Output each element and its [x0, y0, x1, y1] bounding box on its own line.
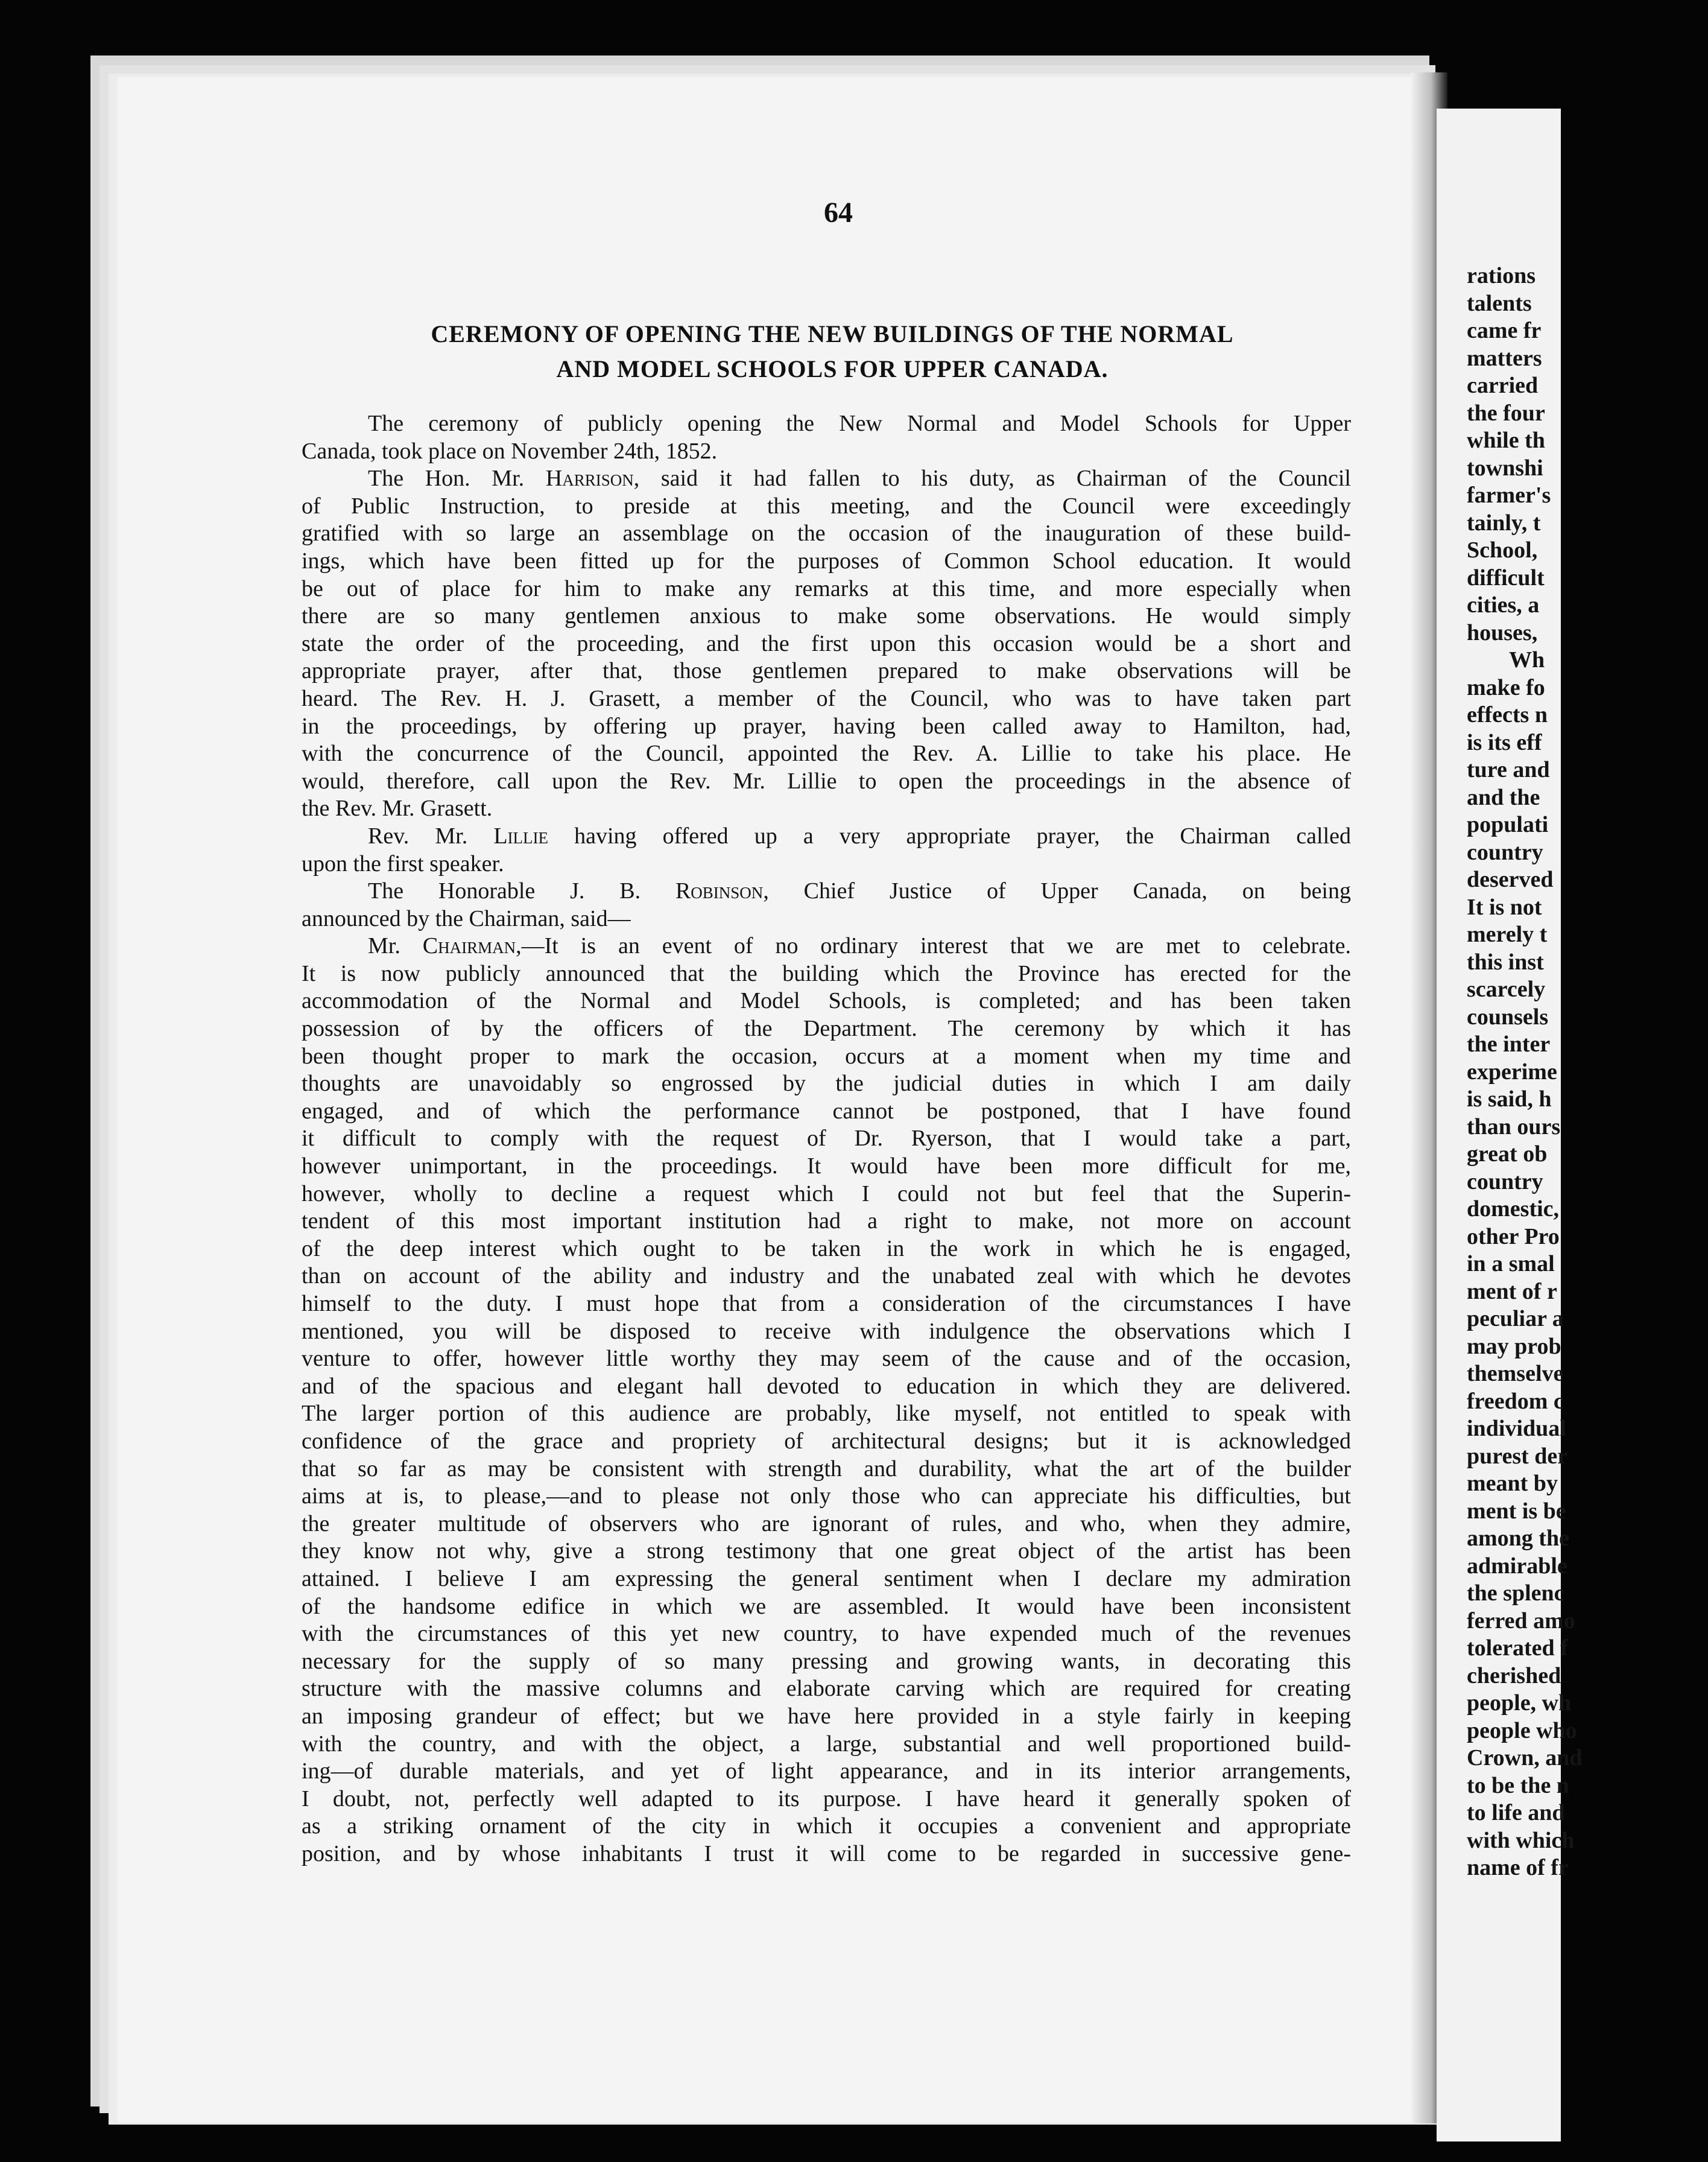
right-text-line: to life and	[1467, 1800, 1565, 1825]
right-text-line: is its eff	[1467, 729, 1542, 755]
text-line: The ceremony of publicly opening the New Normal and Model Schools for Upper	[368, 411, 1351, 436]
right-text-line: name of fr	[1467, 1855, 1569, 1880]
text-line: the greater multitude of observers who are ignorant of rules, and who, when they admire,	[302, 1511, 1351, 1536]
right-text-line: peculiar a	[1467, 1306, 1564, 1331]
text-line: an imposing grandeur of effect; but we have here provided in a style fairly in keeping	[302, 1703, 1351, 1729]
right-text-line: ferred amo	[1467, 1608, 1575, 1634]
right-text-line: to be the n	[1467, 1772, 1569, 1798]
text-line: as a striking ornament of the city in which it occupies a convenient and appropriate	[302, 1813, 1351, 1839]
right-text-line: admirable	[1467, 1553, 1567, 1579]
text-line: with the circumstances of this yet new country, to have expended much of the revenues	[302, 1621, 1351, 1647]
text-line: that so far as may be consistent with strength and durability, what the art of the builder	[302, 1456, 1351, 1482]
right-text-line: ture and	[1467, 757, 1550, 782]
text-line: possession of by the officers of the Department. The ceremony by which it has	[302, 1016, 1351, 1042]
text-line: The Hon. Mr. Harrison, said it had fallen to his duty, as Chairman of the Council	[368, 466, 1351, 492]
right-text-line: carried	[1467, 373, 1539, 398]
text-line: aims at is, to please,—and to please not only those who can appreciate his difficulties, but	[302, 1483, 1351, 1509]
right-text-line: and the	[1467, 784, 1540, 810]
right-text-line: the splenc	[1467, 1580, 1564, 1606]
text-line: state the order of the proceeding, and the first upon this occasion would be a short and	[302, 630, 1351, 656]
right-text-line: in a smal	[1467, 1251, 1555, 1276]
right-text-line: cherished	[1467, 1663, 1561, 1688]
right-text-line: people, wh	[1467, 1690, 1572, 1716]
right-text-line: the four	[1467, 400, 1545, 426]
right-text-line: great ob	[1467, 1141, 1548, 1167]
text-line: would, therefore, call upon the Rev. Mr. Lillie to open the proceedings in the absence of	[302, 768, 1351, 794]
right-text-line: farmer's	[1467, 483, 1551, 508]
text-line: necessary for the supply of so many pressing and growing wants, in decorating this	[302, 1648, 1351, 1674]
text-line: position, and by whose inhabitants I trust it will come to be regarded in successive gene-	[302, 1840, 1351, 1866]
text-line: venture to offer, however little worthy they may seem of the cause and of the occasion,	[302, 1346, 1351, 1372]
text-line: it difficult to comply with the request of Dr. Ryerson, that I would take a part,	[302, 1126, 1351, 1152]
right-text-line: houses,	[1467, 620, 1538, 645]
heading-line: AND MODEL SCHOOLS FOR UPPER CANADA.	[556, 355, 1109, 382]
right-text-line: cities, a	[1467, 592, 1540, 618]
right-text-line: this inst	[1467, 949, 1544, 975]
right-text-line: the inter	[1467, 1032, 1551, 1057]
text-line: engaged, and of which the performance cannot be postponed, that I have found	[302, 1098, 1351, 1124]
text-line: the Rev. Mr. Grasett.	[302, 796, 493, 822]
text-line: Canada, took place on November 24th, 1852.	[302, 438, 718, 464]
right-text-line: is said, h	[1467, 1086, 1552, 1112]
right-text-line: than ours	[1467, 1114, 1561, 1140]
text-line: of the handsome edifice in which we are assembled. It would have been inconsistent	[302, 1593, 1351, 1619]
text-line: Mr. Chairman,—It is an event of no ordinary interest that we are met to celebrate.	[368, 933, 1351, 959]
text-line: heard. The Rev. H. J. Grasett, a member of the Council, who was to have taken part	[302, 685, 1351, 711]
right-text-line: Crown, and	[1467, 1745, 1583, 1770]
right-text-line: counsels	[1467, 1004, 1549, 1030]
text-line: The larger portion of this audience are probably, like myself, not entitled to speak with	[302, 1401, 1351, 1427]
right-page-text	[1467, 262, 1708, 1882]
right-text-line: It is not	[1467, 894, 1542, 920]
right-page-fragment	[1437, 109, 1583, 2141]
right-text-line: tolerated f	[1467, 1635, 1568, 1661]
text-line: upon the first speaker.	[302, 851, 504, 877]
right-text-line: Wh	[1509, 647, 1545, 673]
text-line: Rev. Mr. Lillie having offered up a very appropriate prayer, the Chairman called	[368, 823, 1351, 849]
right-text-line: experime	[1467, 1059, 1557, 1085]
right-text-line: difficult	[1467, 565, 1545, 591]
text-line: and of the spacious and elegant hall devoted to education in which they are delivered.	[302, 1373, 1351, 1399]
text-line: tendent of this most important institution had a right to make, not more on account	[302, 1208, 1351, 1234]
text-line: mentioned, you will be disposed to receive with indulgence the observations which I	[302, 1318, 1351, 1344]
page-number: 64	[824, 197, 853, 229]
text-line: The Honorable J. B. Robinson, Chief Justice of Upper Canada, on being	[368, 878, 1351, 904]
right-text-line: with which	[1467, 1827, 1575, 1853]
text-line: ing—of durable materials, and yet of light appearance, and in its interior arrangements,	[302, 1758, 1351, 1784]
text-line: structure with the massive columns and elaborate carving which are required for creating	[302, 1676, 1351, 1702]
right-text-line: rations	[1467, 263, 1536, 288]
text-line: attained. I believe I am expressing the general sentiment when I declare my admiration	[302, 1565, 1351, 1591]
text-line: been thought proper to mark the occasion, occurs at a moment when my time and	[302, 1043, 1351, 1069]
text-line: however, wholly to decline a request which I could not but feel that the Superin-	[302, 1181, 1351, 1206]
right-text-line: deserved	[1467, 867, 1554, 892]
text-line: announced by the Chairman, said—	[302, 905, 631, 931]
right-text-line: tainly, t	[1467, 510, 1541, 536]
right-text-line: townshi	[1467, 455, 1543, 481]
right-text-line: country	[1467, 839, 1543, 865]
right-text-line: while th	[1467, 428, 1545, 453]
right-text-line: individual	[1467, 1416, 1566, 1441]
text-line: ings, which have been fitted up for the purposes of Common School education. It would	[302, 548, 1351, 574]
right-text-line: other Pro	[1467, 1223, 1560, 1249]
text-line: I doubt, not, perfectly well adapted to its purpose. I have heard it generally spoken of	[302, 1786, 1351, 1812]
text-line: with the concurrence of the Council, appointed the Rev. A. Lillie to take his place. He	[302, 741, 1351, 767]
article-body	[302, 410, 1351, 1868]
text-line: It is now publicly announced that the building which the Province has erected for the	[302, 960, 1351, 986]
right-text-line: domestic,	[1467, 1196, 1560, 1222]
right-text-line: ment is be	[1467, 1498, 1566, 1524]
text-line: with the country, and with the object, a large, substantial and well proportioned build-	[302, 1731, 1351, 1757]
text-line: however unimportant, in the proceedings. It would have been more difficult for me,	[302, 1153, 1351, 1179]
right-text-line: scarcely	[1467, 977, 1546, 1002]
right-text-line: ment of r	[1467, 1278, 1557, 1304]
text-line: be out of place for him to make any remarks at this time, and more especially when	[302, 575, 1351, 601]
text-line: there are so many gentlemen anxious to make some observations. He would simply	[302, 603, 1351, 629]
heading-line: CEREMONY OF OPENING THE NEW BUILDINGS OF THE NORMAL	[431, 320, 1234, 347]
right-text-line: School,	[1467, 537, 1538, 563]
right-text-line: make fo	[1467, 674, 1545, 700]
text-line: gratified with so large an assemblage on the occasion of the inauguration of these build-	[302, 521, 1351, 547]
text-line: than on account of the ability and industry and the unabated zeal with which he devotes	[302, 1263, 1351, 1289]
right-text-line: came fr	[1467, 318, 1542, 343]
text-line: himself to the duty. I must hope that from a consideration of the circumstances I have	[302, 1291, 1351, 1316]
text-line: they know not why, give a strong testimony that one great object of the artist has been	[302, 1538, 1351, 1564]
right-text-line: people who	[1467, 1717, 1577, 1743]
text-line: appropriate prayer, after that, those gentlemen prepared to make observations will be	[302, 658, 1351, 684]
right-text-line: country	[1467, 1168, 1543, 1194]
right-text-line: effects n	[1467, 702, 1548, 728]
text-line: thoughts are unavoidably so engrossed by the judicial duties in which I am daily	[302, 1071, 1351, 1097]
right-text-line: populati	[1467, 812, 1549, 837]
right-text-line: matters	[1467, 345, 1542, 371]
right-text-line: talents	[1467, 290, 1532, 316]
right-text-line: among the	[1467, 1526, 1569, 1551]
text-line: of Public Instruction, to preside at this meeting, and the Council were exceedingly	[302, 493, 1351, 519]
right-text-line: themselve	[1467, 1361, 1564, 1386]
right-text-line: meant by	[1467, 1471, 1558, 1496]
text-line: of the deep interest which ought to be taken in the work in which he is engaged,	[302, 1235, 1351, 1261]
article-heading	[302, 317, 1363, 387]
text-line: confidence of the grace and propriety of architectural designs; but it is acknowledged	[302, 1428, 1351, 1454]
right-text-line: may prob	[1467, 1333, 1561, 1359]
right-text-line: merely t	[1467, 922, 1548, 947]
text-line: in the proceedings, by offering up prayer, having been called away to Hamilton, had,	[302, 713, 1351, 739]
right-text-line: purest der	[1467, 1443, 1568, 1469]
text-line: accommodation of the Normal and Model Schools, is completed; and has been taken	[302, 988, 1351, 1014]
right-text-line: freedom c	[1467, 1388, 1564, 1414]
